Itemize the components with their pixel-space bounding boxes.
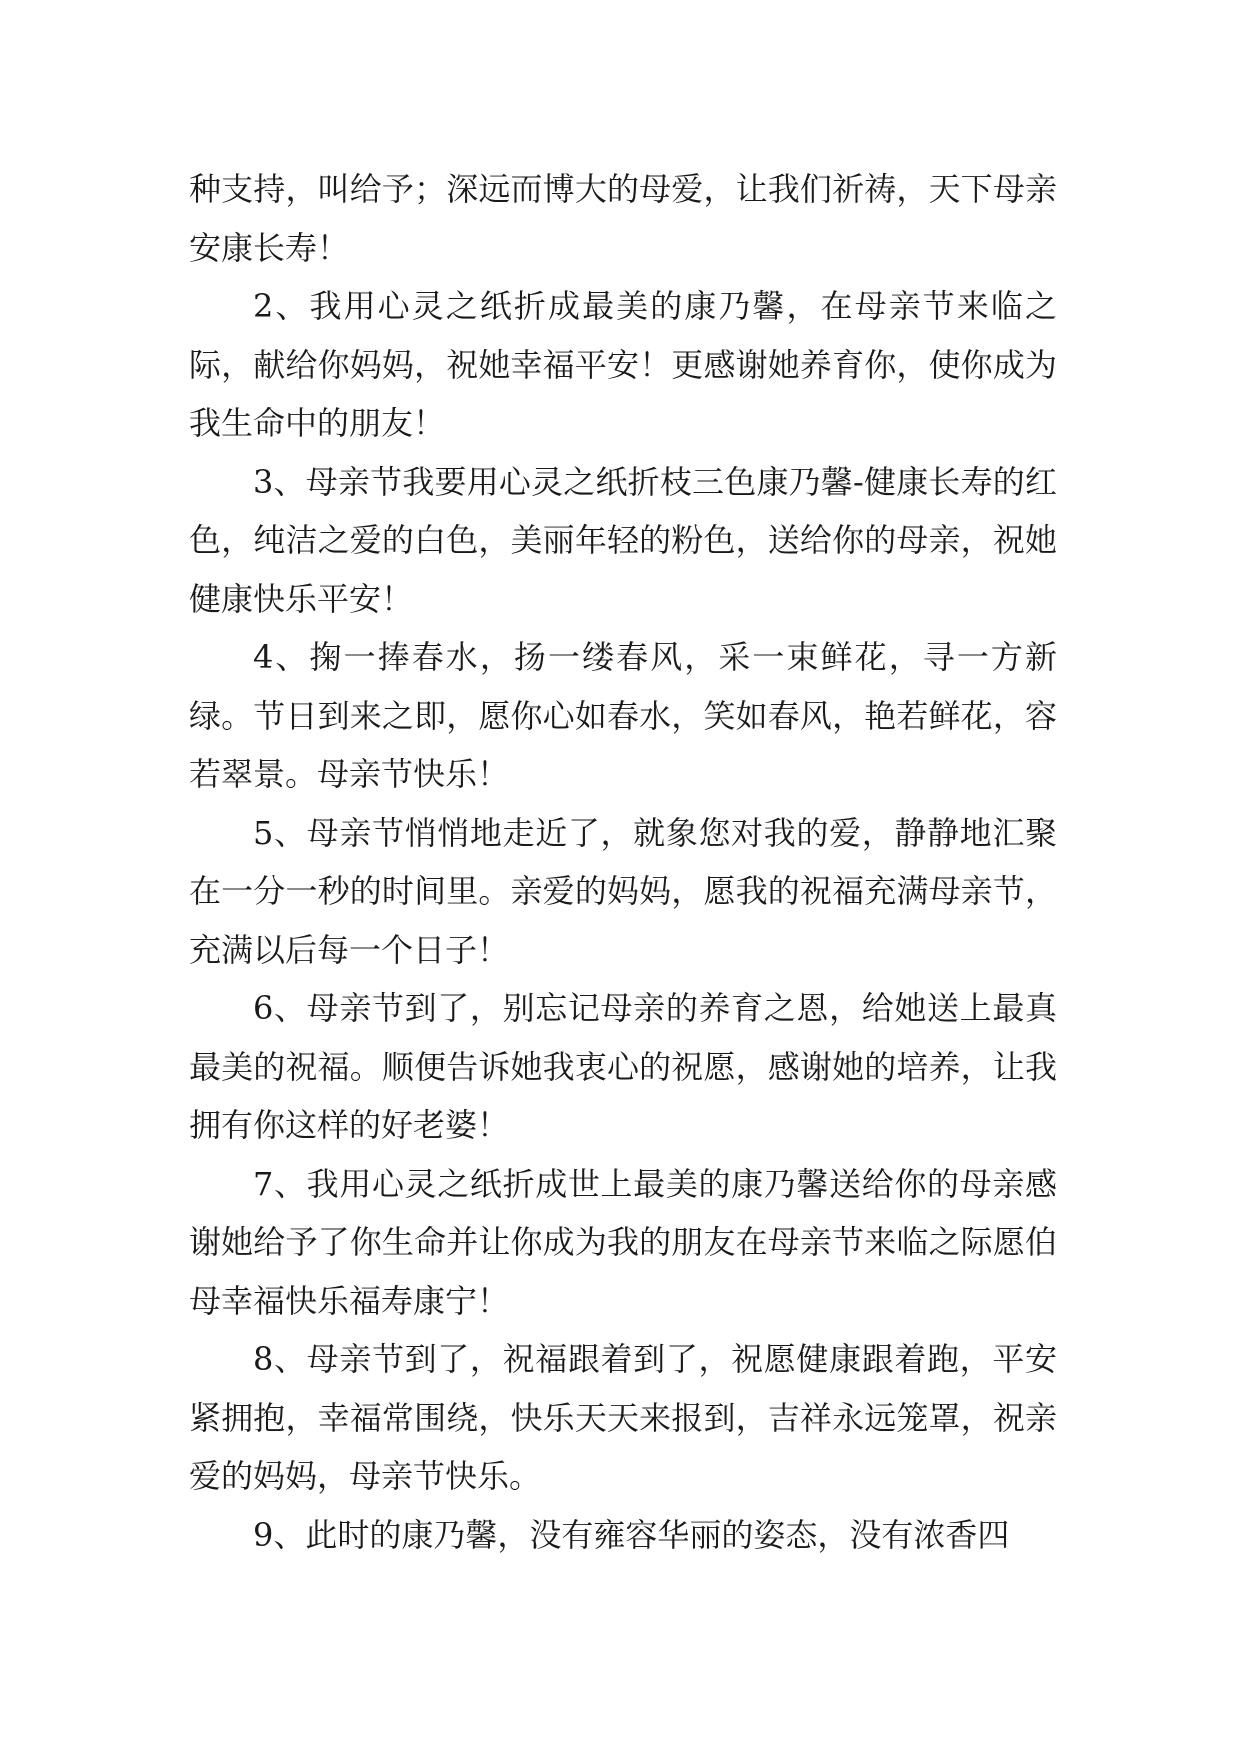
paragraph-item-5: 5、母亲节悄悄地走近了，就象您对我的爱，静静地汇聚在一分一秒的时间里。亲爱的妈妈，愿我的祝福充满母亲节，充满以后每一个日子！	[189, 813, 1057, 969]
paragraph-item-8: 8、母亲节到了，祝福跟着到了，祝愿健康跟着跑，平安紧拥抱，幸福常围绕，快乐天天来报到，吉祥永远笼罩，祝亲爱的妈妈，母亲节快乐。	[189, 1340, 1057, 1495]
paragraph-continuation: 种支持，叫给予；深远而博大的母爱，让我们祈祷，天下母亲安康长寿！	[189, 170, 1057, 267]
paragraph-item-6: 6、母亲节到了，别忘记母亲的养育之恩，给她送上最真最美的祝福。顺便告诉她我衷心的祝愿，感谢她的培养，让我拥有你这样的好老婆！	[189, 989, 1057, 1144]
paragraph-item-3: 3、母亲节我要用心灵之纸折枝三色康乃馨-健康长寿的红色，纯洁之爱的白色，美丽年轻的粉色，送给你的母亲，祝她健康快乐平安！	[189, 462, 1057, 618]
paragraph-item-4: 4、掬一捧春水，扬一缕春风，采一束鲜花，寻一方新绿。节日到来之即，愿你心如春水，笑如春风，艳若鲜花，容若翠景。母亲节快乐！	[189, 638, 1057, 793]
document-body	[189, 160, 1057, 1564]
paragraph-item-9: 9、此时的康乃馨，没有雍容华丽的姿态，没有浓香四	[253, 1515, 1010, 1554]
paragraph-item-7: 7、我用心灵之纸折成世上最美的康乃馨送给你的母亲感谢她给予了你生命并让你成为我的朋友在母亲节来临之际愿伯母幸福快乐福寿康宁！	[189, 1164, 1057, 1320]
paragraph-item-2: 2、我用心灵之纸折成最美的康乃馨，在母亲节来临之际，献给你妈妈，祝她幸福平安！更感谢她养育你，使你成为我生命中的朋友！	[189, 287, 1057, 442]
